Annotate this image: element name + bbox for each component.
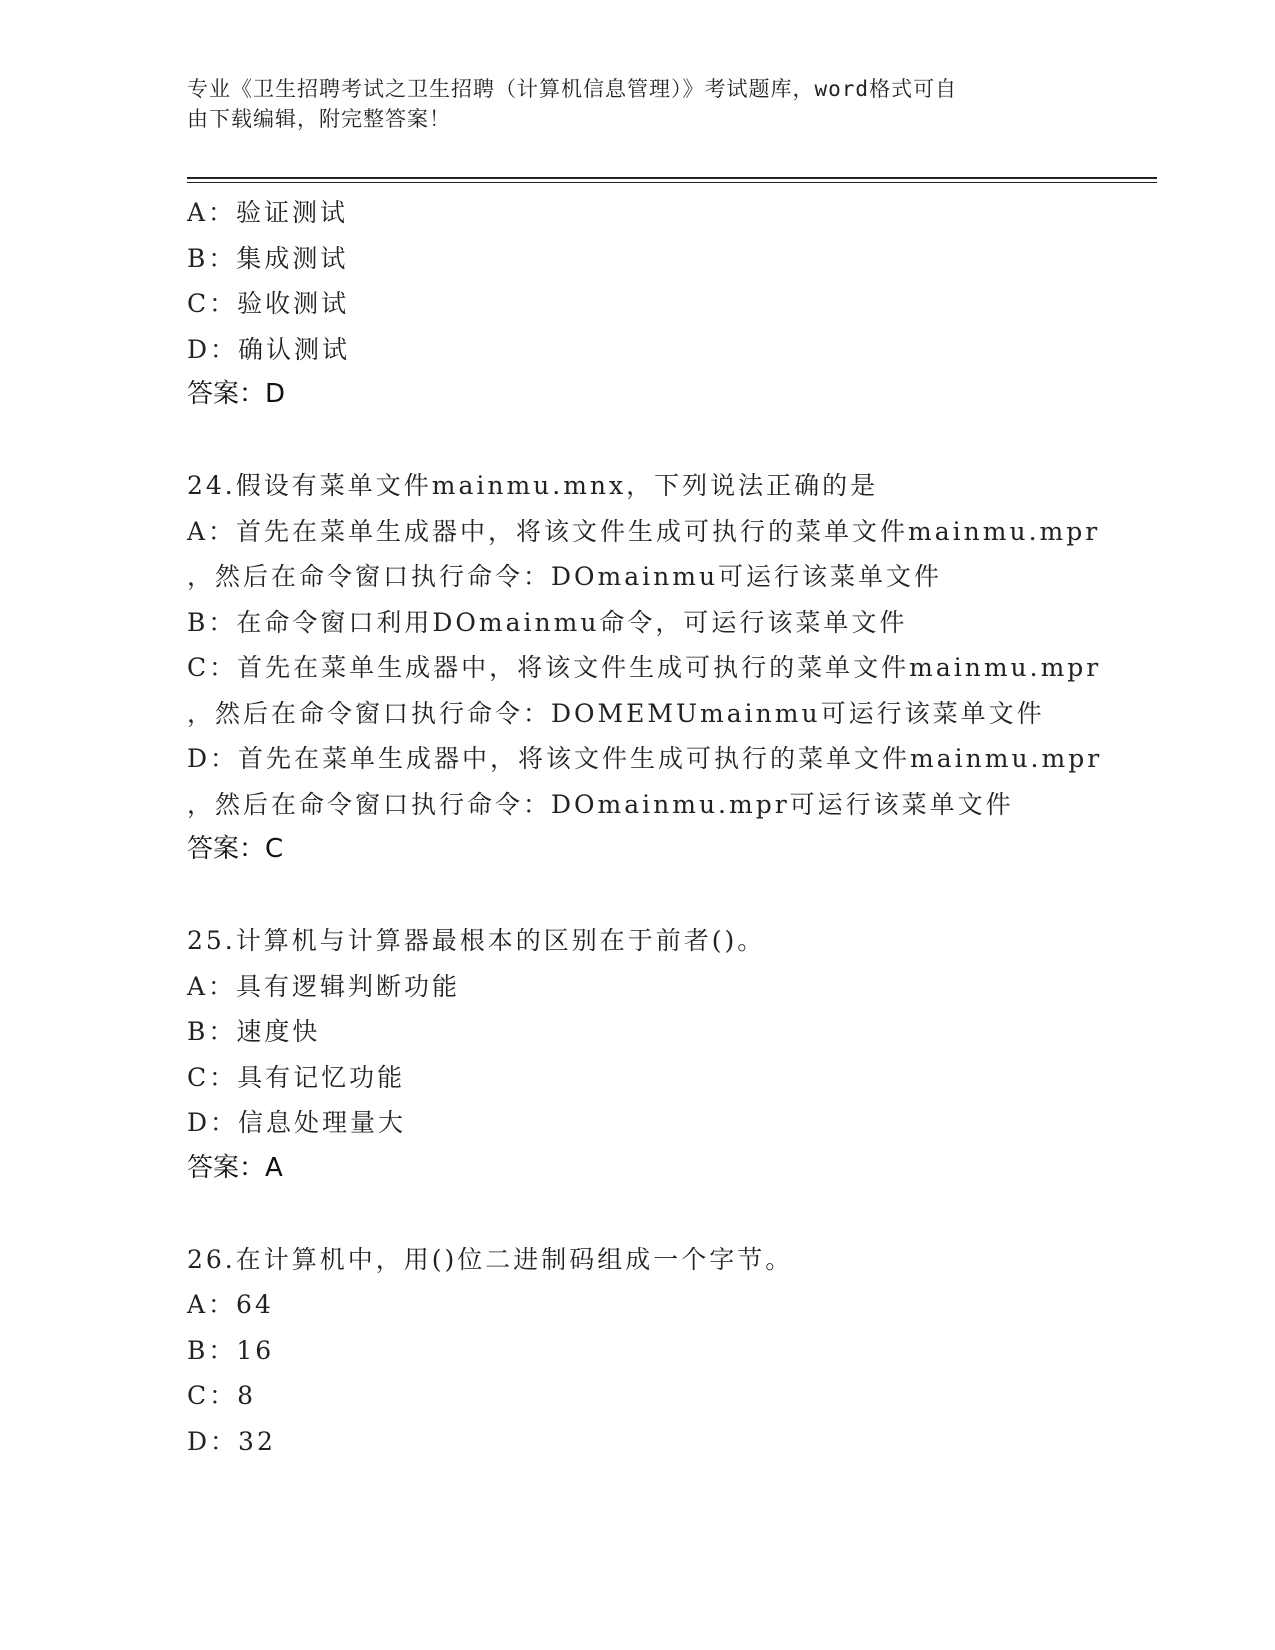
- option-d-continued: ，然后在命令窗口执行命令：DOmainmu.mpr可运行该菜单文件: [187, 789, 1014, 819]
- question-25: [187, 918, 1187, 1191]
- question-stem: 25.计算机与计算器最根本的区别在于前者()。: [187, 926, 766, 955]
- spacer: [187, 1191, 1187, 1237]
- option-a: A：首先在菜单生成器中，将该文件生成可执行的菜单文件mainmu.mpr: [187, 516, 1101, 546]
- option-b: B：速度快: [187, 1017, 321, 1046]
- option-b: B：在命令窗口利用DOmainmu命令，可运行该菜单文件: [187, 607, 908, 637]
- option-a: A：验证测试: [187, 198, 349, 227]
- question-stem: 24.假设有菜单文件mainmu.mnx，下列说法正确的是: [187, 471, 879, 500]
- spacer: [187, 873, 1187, 919]
- option-c: C：首先在菜单生成器中，将该文件生成可执行的菜单文件mainmu.mpr: [187, 653, 1102, 682]
- option-a: A：64: [187, 1290, 274, 1319]
- question-list: [187, 190, 1187, 1464]
- answer: 答案：D: [187, 379, 286, 409]
- option-d: D：32: [187, 1426, 276, 1456]
- option-c: C：8: [187, 1381, 257, 1410]
- option-a: A：具有逻辑判断功能: [187, 971, 461, 1001]
- header-line-1: 专业《卫生招聘考试之卫生招聘（计算机信息管理）》考试题库，word格式可自: [187, 77, 958, 101]
- question-23: [187, 190, 1187, 418]
- document-header: [187, 74, 1087, 134]
- option-c: C：具有记忆功能: [187, 1062, 406, 1092]
- header-line-2: 由下载编辑，附完整答案！: [187, 107, 451, 131]
- header-rule-thin: [187, 182, 1157, 183]
- option-d: D：首先在菜单生成器中，将该文件生成可执行的菜单文件mainmu.mpr: [187, 744, 1103, 773]
- question-24: [187, 463, 1187, 873]
- option-a-continued: ，然后在命令窗口执行命令：DOmainmu可运行该菜单文件: [187, 562, 943, 591]
- question-stem: 26.在计算机中，用()位二进制码组成一个字节。: [187, 1244, 794, 1274]
- question-26: [187, 1237, 1187, 1465]
- answer: 答案：A: [187, 1152, 283, 1183]
- header-rule-thick: [187, 177, 1157, 179]
- answer: 答案：C: [187, 834, 284, 864]
- option-d: D：信息处理量大: [187, 1108, 407, 1137]
- option-c: C：验收测试: [187, 289, 350, 318]
- option-d: D：确认测试: [187, 334, 351, 364]
- spacer: [187, 418, 1187, 464]
- option-b: B：集成测试: [187, 243, 349, 273]
- option-c-continued: ，然后在命令窗口执行命令：DOMEMUmainmu可运行该菜单文件: [187, 698, 1045, 728]
- option-b: B：16: [187, 1335, 275, 1365]
